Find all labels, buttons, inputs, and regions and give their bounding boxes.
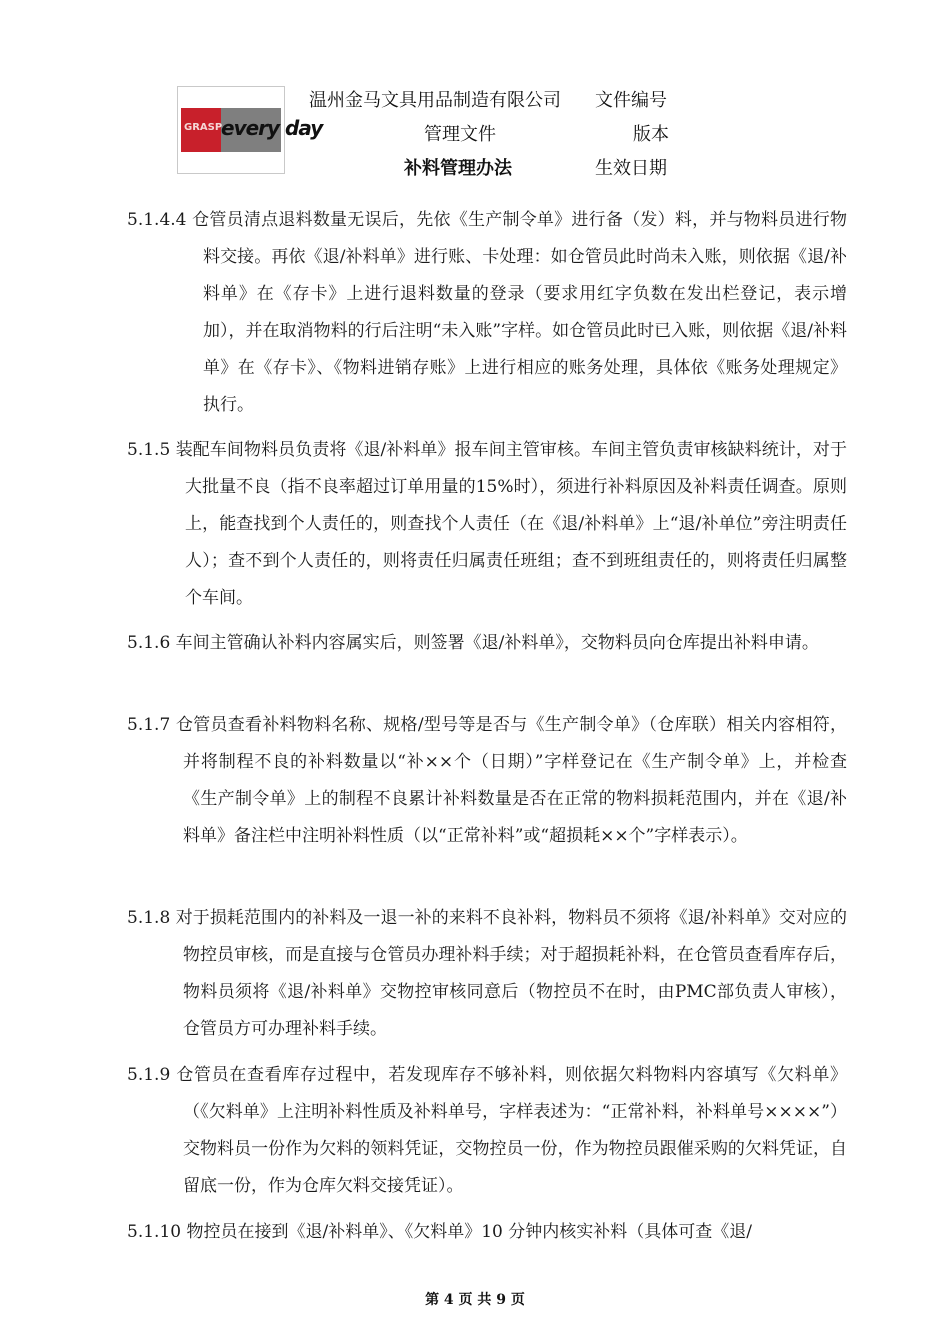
section-number: 5.1.7 xyxy=(127,715,171,735)
logo-script-text: every day xyxy=(221,116,323,140)
logo-red-block xyxy=(181,108,221,152)
section-number: 5.1.4.4 xyxy=(127,210,187,230)
section-text: 仓管员清点退料数量无误后，先依《生产制令单》进行备（发）料，并与物料员进行物料交接。再依《退/补料单》进行账、卡处理：如仓管员此时尚未入账，则依据《退/补料单》在《存卡》上进行退料数量的登录（要求用红字负数在发出栏登记，表示增加），并在取消物料的行后注明“未入账”字样。如仓管员此时已入账，则依据《退/补料单》在《存卡》、《物料进销存账》上进行相应的账务处理，具体依《账务处理规定》执行。 xyxy=(192,210,848,415)
doc-type: 管理文件 xyxy=(424,124,496,145)
logo-image xyxy=(181,108,323,152)
section-5-1-5 xyxy=(127,432,847,617)
section-5-1-4-4 xyxy=(127,202,847,424)
doc-title: 补料管理办法 xyxy=(404,158,512,179)
section-text: 对于损耗范围内的补料及一退一补的来料不良补料，物料员不须将《退/补料单》交对应的物控员审核，而是直接与仓管员办理补料手续；对于超损耗补料，在仓管员查看库存后，物料员须将《退/补料单》交物控审核同意后（物控员不在时，由PMC部负责人审核），仓管员方可办理补料手续。 xyxy=(175,908,847,1039)
company-logo xyxy=(177,86,323,174)
section-number: 5.1.9 xyxy=(127,1065,171,1085)
section-number: 5.1.5 xyxy=(127,440,171,460)
section-number: 5.1.6 xyxy=(127,633,171,653)
section-5-1-7 xyxy=(127,707,847,855)
section-text: 装配车间物料员负责将《退/补料单》报车间主管审核。车间主管负责审核缺料统计，对于大批量不良（指不良率超过订单用量的15%时），须进行补料原因及补料责任调查。原则上，能查找到个人责任的，则查找个人责任（在《退/补料单》上“退/补单位”旁注明责任人）；查不到个人责任的，则将责任归属责任班组；查不到班组责任的，则将责任归属整个车间。 xyxy=(175,440,847,608)
company-name: 温州金马文具用品制造有限公司 xyxy=(309,90,561,111)
section-text: 仓管员在查看库存过程中，若发现库存不够补料，则依据欠料物料内容填写《欠料单》（《欠料单》上注明补料性质及补料单号，字样表述为：“正常补料，补料单号××××”）交物料员一份作为欠料的领料凭证，交物控员一份，作为物控员跟催采购的欠料凭证，自留底一份，作为仓库欠料交接凭证）。 xyxy=(176,1065,848,1196)
doc-number-label: 文件编号 xyxy=(595,90,667,111)
logo-brand-text: GRASP xyxy=(184,122,223,133)
version-label: 版本 xyxy=(633,124,669,145)
effective-date-label: 生效日期 xyxy=(595,158,667,179)
section-text: 物控员在接到《退/补料单》、《欠料单》10 分钟内核实补料（具体可查《退/ xyxy=(186,1222,752,1242)
section-number: 5.1.8 xyxy=(127,908,171,928)
section-text: 仓管员查看补料物料名称、规格/型号等是否与《生产制令单》（仓库联）相关内容相符，并将制程不良的补料数量以“补××个（日期）”字样登记在《生产制令单》上，并检查《生产制令单》上的制程不良累计补料数量是否在正常的物料损耗范围内，并在《退/补料单》备注栏中注明补料性质（以“正常补料”或“超损耗××个”字样表示）。 xyxy=(175,715,847,846)
section-5-1-8 xyxy=(127,900,847,1048)
section-5-1-6 xyxy=(127,625,847,662)
section-text: 车间主管确认补料内容属实后，则签署《退/补料单》，交物料员向仓库提出补料申请。 xyxy=(175,633,819,653)
section-5-1-10 xyxy=(127,1214,847,1251)
section-number: 5.1.10 xyxy=(127,1222,182,1242)
page-number: 第 4 页 共 9 页 xyxy=(425,1292,525,1308)
section-5-1-9 xyxy=(127,1057,847,1205)
